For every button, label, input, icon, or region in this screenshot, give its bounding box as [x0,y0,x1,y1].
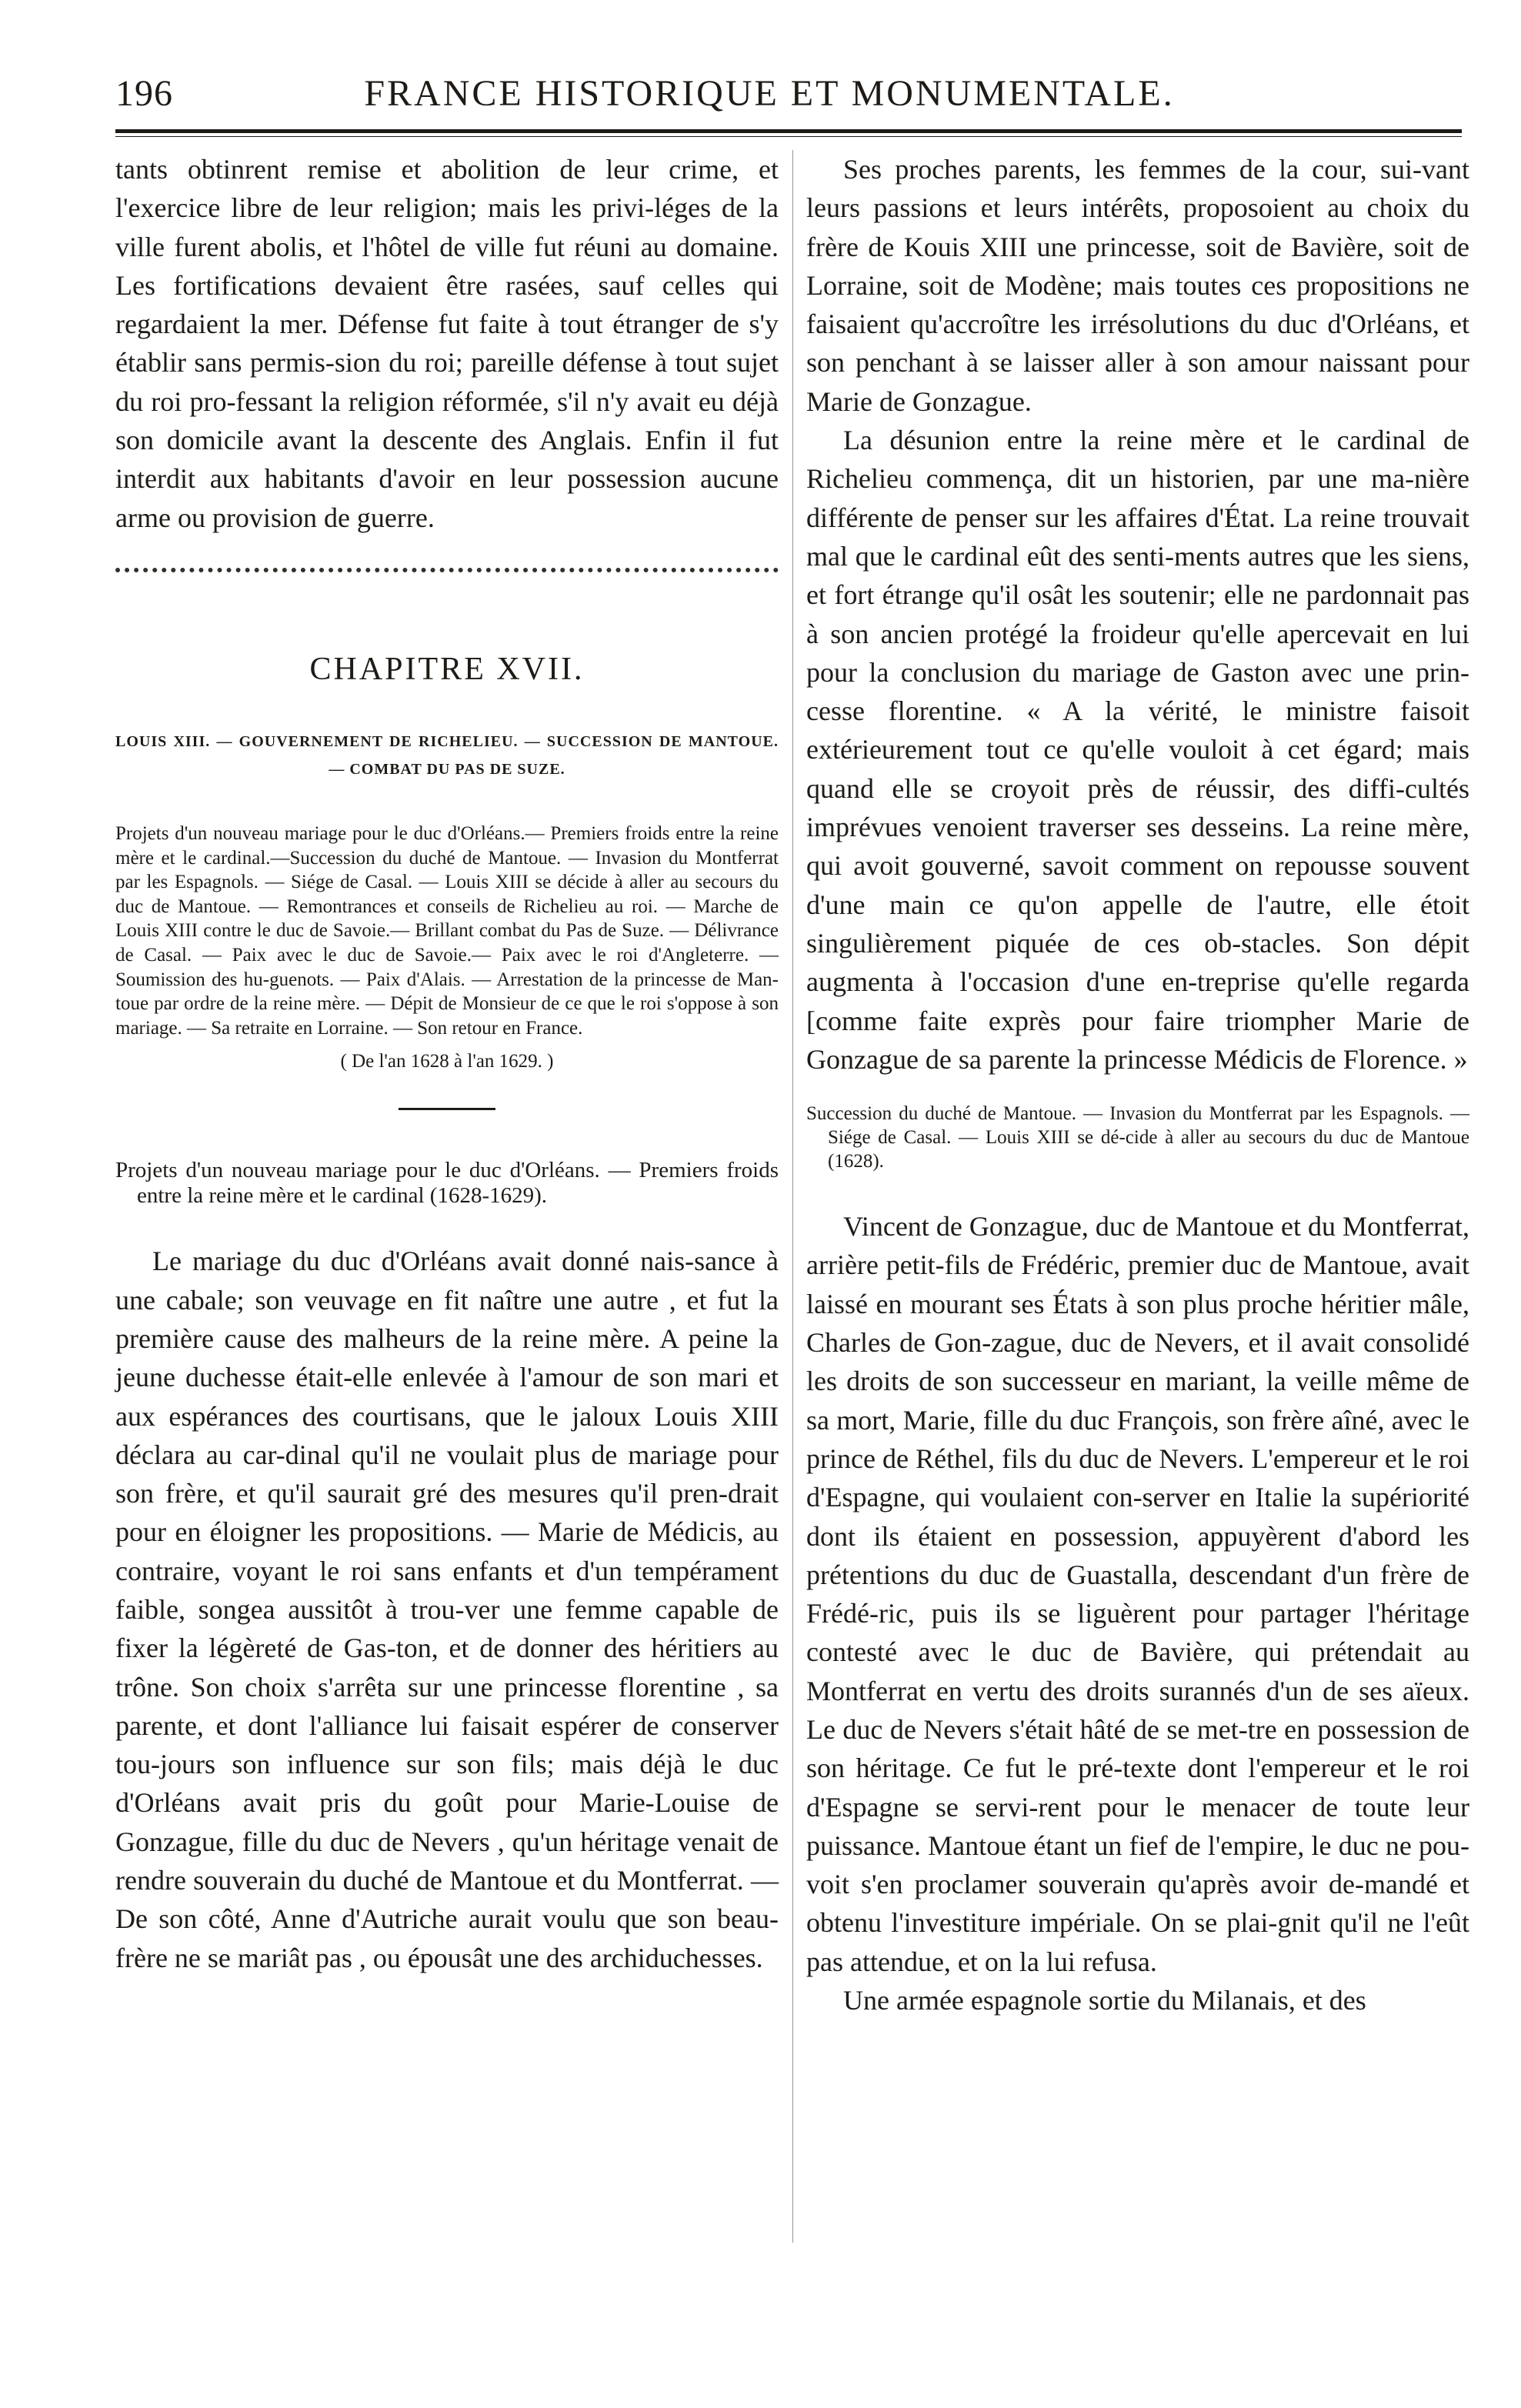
chapter-summary: Projets d'un nouveau mariage pour le duc d'Orléans.— Premiers froids entre la reine mère et le cardinal.—Succession du duché de Mantoue. — Invasion du Montferrat par les Espagnols. — Siége de Casal. — Louis XIII se décide à aller au secours du duc de Mantoue. — Remontrances et conseils de Richelieu au roi. — Marche de Louis XIII contre le duc de Savoie.— Brillant combat du Pas de Suze. — Délivrance de Casal. — Paix avec le duc de Savoie.— Paix avec le roi d'Angleterre. — Soumission des hu-guenots. — Paix d'Alais. — Arrestation de la princesse de Man-toue par ordre de la reine mère. — Dépit de Monsieur de ce que le roi s'oppose à son mariage. — Sa retraite en Lorraine. — Son retour en France. [115,822,779,1039]
left-paragraph-2: Le mariage du duc d'Orléans avait donné nais-sance à une cabale; son veuvage en fit naître une autre , et fut la première cause des malheurs de la reine mère. A peine la jeune duchesse était-elle enlevée à l'amour de son mari et aux espérances des courtisans, que le jaloux Louis XIII déclara au car-dinal qu'il ne voulait plus de mariage pour son frère, et qu'il saurait gré des mesures qu'il pren-drait pour en éloigner les propositions. — Marie de Médicis, au contraire, voyant le roi sans enfants et d'un tempérament faible, songea aussitôt à trou-ver une femme capable de fixer la légèreté de Gas-ton, et de donner des héritiers au trône. Son choix s'arrêta sur une princesse florentine , sa parente, et dont l'alliance lui faisait espérer de conserver tou-jours son influence sur son fils; mais déjà le duc d'Orléans avait pris du goût pour Marie-Louise de Gonzague, fille du duc de Nevers , qu'un héritage venait de rendre souverain du duché de Mantoue et du Montferrat. — De son côté, Anne d'Autriche aurait voulu que son beau-frère ne se mariât pas , ou épousât une des archiduchesses. [115,1246,779,1973]
right-paragraph-4: Une armée espagnole sortie du Milanais, et des [843,1985,1366,2016]
right-paragraph-2: La désunion entre la reine mère et le cardinal de Richelieu commença, dit un historien, par une ma-nière différente de penser sur les affaires d'État. La reine trouvait mal que le cardinal eût des senti-ments autres que les siens, et fort étrange qu'il osât les soutenir; elle ne pardonnait pas à son ancien protégé la froideur qu'elle apercevait en lui pour la conclusion du mariage de Gaston avec une prin-cesse florentine. « A la vérité, le ministre faisoit extérieurement tout ce qu'elle vouloit à cet égard; mais quand elle se croyoit près de réussir, des diffi-cultés imprévues venoient traverser ses desseins. La reine mère, qui avoit gouverné, savoit comment on repousse souvent d'une main ce qu'on appelle de l'autre, elle étoit singulièrement piquée de ces ob-stacles. Son dépit augmenta à l'occasion d'une en-treprise qu'elle regarda [comme faite exprès pour faire triompher Marie de Gonzague de sa parente la princesse Médicis de Florence. » [806,425,1469,1075]
left-column [115,150,779,1977]
chapter-title: CHAPITRE XVII. [309,651,585,687]
right-paragraph-3: Vincent de Gonzague, duc de Mantoue et du Montferrat, arrière petit-fils de Frédéric, premier duc de Mantoue, avait laissé en mourant ses États à son plus proche héritier mâle, Charles de Gon-zague, duc de Nevers, et il avait consolidé les droits de son successeur en mariant, la veille même de sa mort, Marie, fille du duc François, son frère aîné, avec le prince de Réthel, fils du duc de Nevers. L'empereur et le roi d'Espagne, qui voulaient con-server en Italie la supériorité dont ils étaient en possession, appuyèrent d'abord les prétentions du duc de Guastalla, descendant d'un frère de Frédé-ric, puis ils se liguèrent pour partager l'héritage contesté avec le duc de Bavière, qui prétendait au Montferrat en vertu des droits surannés d'un de ses aïeux. Le duc de Nevers s'était hâté de se met-tre en possession de son héritage. Ce fut le pré-texte dont l'empereur et le roi d'Espagne se servi-rent pour le menacer de toute leur puissance. Mantoue étant un fief de l'empire, le duc ne pou-voit s'en proclamer souverain qu'après avoir de-mandé et obtenu l'investiture impériale. On se plai-gnit qu'il ne l'eût pas attendue, et on la lui refusa. [806,1211,1469,1977]
running-title: FRANCE HISTORIQUE ET MONUMENTALE. [364,73,1175,114]
right-column [806,150,1469,2019]
page-header [115,55,1462,117]
section-heading-right: Succession du duché de Mantoue. — Invasion du Montferrat par les Espagnols. — Siége de Casal. — Louis XIII se dé-cide à aller au secours du duc de Mantoue (1628). [806,1103,1469,1172]
section-heading-left: Projets d'un nouveau mariage pour le duc d'Orléans. — Premiers froids entre la reine mère et le cardinal (1628-1629). [115,1158,779,1208]
section-rule [399,1108,495,1110]
decorative-divider [115,568,779,582]
header-rule-thin [115,136,1462,137]
page-number: 196 [115,73,173,114]
chapter-subtitle: LOUIS XIII. — GOUVERNEMENT DE RICHELIEU. — SUCCESSION DE MANTOUE. — COMBAT DU PAS DE SUZE. [115,732,779,778]
chapter-date-range: ( De l'an 1628 à l'an 1629. ) [340,1051,554,1072]
right-paragraph-1: Ses proches parents, les femmes de la cour, sui-vant leurs passions et leurs intérêts, proposoient au choix du frère de Kouis XIII une princesse, soit de Bavière, soit de Lorraine, soit de Modène; mais toutes ces propositions ne faisaient qu'accroître les irrésolutions du duc d'Orléans, et son penchant à se laisser aller à son amour naissant pour Marie de Gonzague. [806,154,1469,417]
header-rule-thick [115,129,1462,133]
left-paragraph-1: tants obtinrent remise et abolition de leur crime, et l'exercice libre de leur religion; mais les privi-léges de la ville furent abolis, et l'hôtel de ville fut réuni au domaine. Les fortifications devaient être rasées, sauf celles qui regardaient la mer. Défense fut faite à tout étranger de s'y établir sans permis-sion du roi; pareille défense à tout sujet du roi pro-fessant la religion réformée, s'il n'y avait eu déjà son domicile avant la descente des Anglais. Enfin il fut interdit aux habitants d'avoir en leur possession aucune arme ou provision de guerre. [115,154,779,533]
column-separator [792,150,793,2243]
